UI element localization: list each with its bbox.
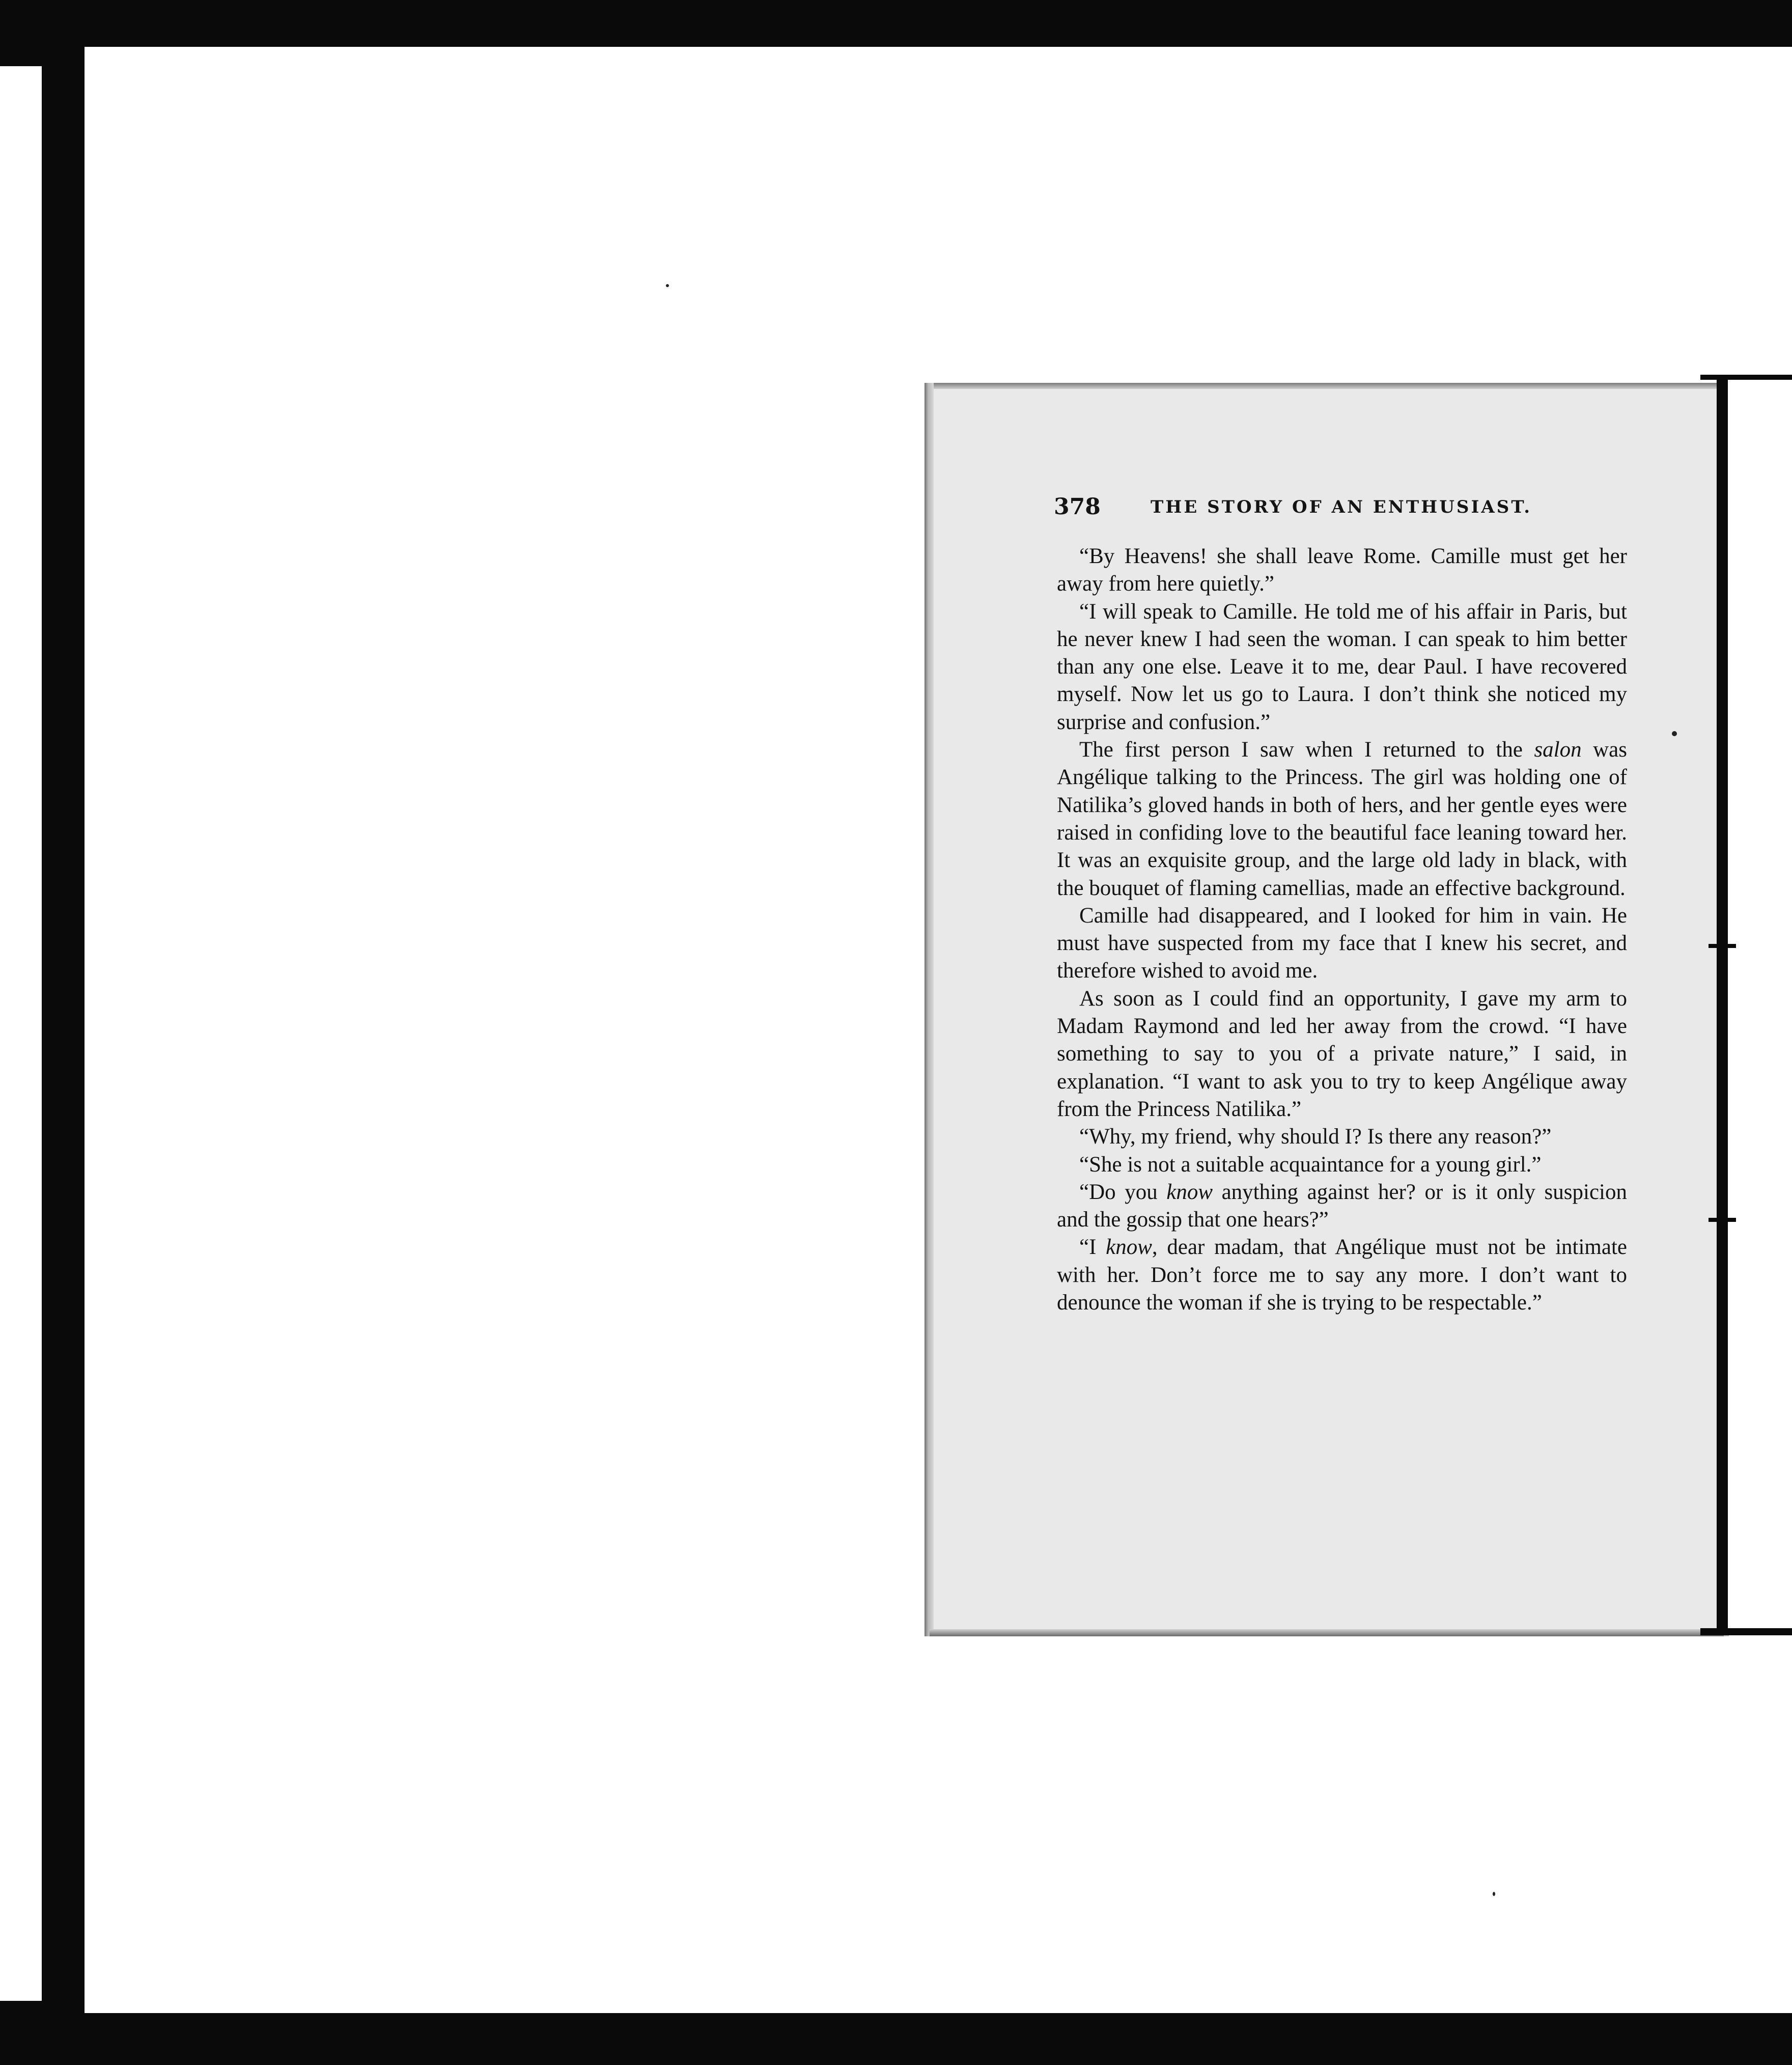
paragraph: “By Heavens! she shall leave Rome. Camille must get her away from here quietly.” [1057, 544, 1627, 596]
paragraph: “Do you know anything against her? or is it only suspicion and the gossip that one hears?” [1057, 1180, 1627, 1232]
italic-word: know [1166, 1180, 1213, 1204]
italic-word: know [1106, 1235, 1152, 1260]
italic-word: salon [1534, 738, 1582, 762]
paragraph: “I will speak to Camille. He told me of his affair in Paris, but he never knew I had seen the woman. I can speak to him better than any one else. Leave it to me, dear Paul. I have recovered myself. Now let us go to Laura. I don’t think she noticed my surprise and confusion.” [1057, 599, 1627, 734]
film-speck [1493, 1892, 1495, 1896]
page-left-edge [925, 383, 934, 1636]
paragraph: “Why, my friend, why should I? Is there any reason?” [1079, 1125, 1552, 1149]
film-speck [1672, 731, 1677, 736]
page-top-edge [925, 383, 1729, 389]
film-frame-bottom [0, 2013, 1792, 2065]
paragraph: The first person I saw when I returned to the salon was Angélique talking to the Princess. The girl was holding one of Natilika’s gloved hands in both of hers, and her gentle eyes were raised in confiding love to the beautiful face leaning toward her. It was an exquisite group, and the large old lady in black, with the bouquet of flaming camellias, made an effective background. [1057, 738, 1627, 900]
page-bottom-edge [930, 1629, 1724, 1636]
gutter-mark [1709, 1218, 1736, 1222]
facing-page-strip [1728, 375, 1792, 1632]
film-speck [666, 284, 669, 287]
film-frame-left [42, 31, 85, 2036]
paragraph: As soon as I could find an opportunity, I gave my arm to Madam Raymond and led her away from the crowd. “I have something to say to you of a private nature,” I said, in explanation. “I want to ask you to try to keep Angélique away from the Princess Natilika.” [1057, 986, 1627, 1121]
film-frame-corner-top [0, 20, 51, 66]
book-gutter [1717, 377, 1728, 1633]
running-head [1054, 494, 1629, 524]
paragraph: “I know, dear madam, that Angélique must not be intimate with her. Don’t force me to say any more. I don’t want to denounce the woman if she is trying to be respectable.” [1057, 1235, 1627, 1315]
running-title: THE STORY OF AN ENTHUSIAST. [1151, 497, 1532, 517]
page-number: 378 [1054, 494, 1101, 520]
paragraph: Camille had disappeared, and I looked for him in vain. He must have suspected from my face that I knew his secret, and therefore wished to avoid me. [1057, 903, 1627, 983]
gutter-mark [1709, 944, 1736, 948]
body-text [1057, 543, 1627, 1317]
facing-page-bottom-edge [1700, 1628, 1792, 1635]
paragraph: “She is not a suitable acquaintance for a young girl.” [1079, 1152, 1542, 1177]
film-frame-top [0, 0, 1792, 47]
facing-page-top-edge [1700, 375, 1792, 380]
